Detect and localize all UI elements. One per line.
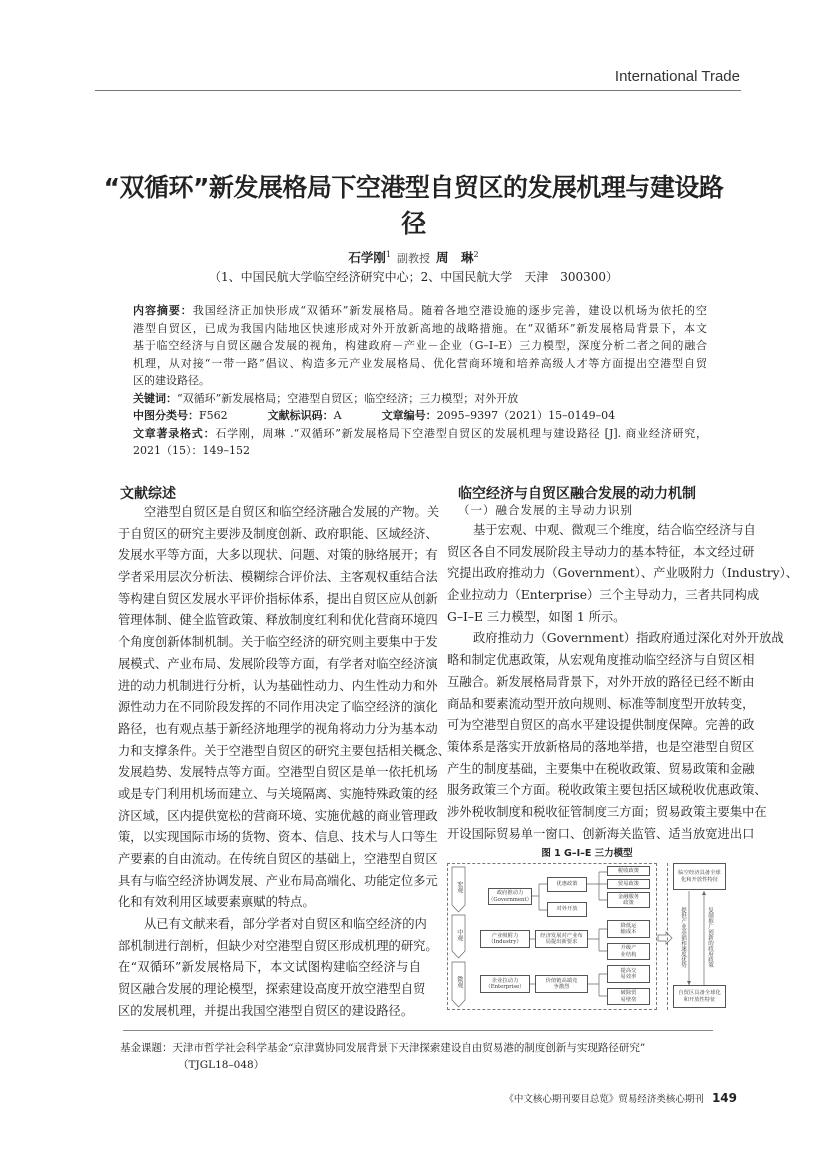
box-ftz-features: 自贸区具备全球化和开放性特征 <box>673 985 726 1008</box>
author-1-affiliation-mark: 1 <box>385 249 391 259</box>
box-economic-requirement: 经济发展对产业布局提出新要求 <box>535 930 588 948</box>
body-text-line: 化和有效利用区域要素禀赋的特点。 <box>118 895 315 910</box>
funding-code: （TJGL18–048） <box>178 1059 265 1071</box>
body-text-line: 个角度创新体制机制。关于临空经济的研究则主要集中于发 <box>118 635 438 650</box>
figure-caption: 图 1 G–I–E 三力模型 <box>541 848 633 859</box>
citation-text: 石学刚，周琳 .“双循环”新发展格局下空港型自贸区的发展机理与建设路径 [J]. 商业经济研究， <box>215 426 707 440</box>
author-1-rank: 副教授 <box>397 252 430 265</box>
body-text-line: 在“双循环”新发展格局下，本文试图构建临空经济与自 <box>118 960 421 975</box>
label-industrial-foundation: 提供产业基础和速度优势 <box>680 906 686 968</box>
article-no-value: 2095–9397（2021）15–0149–04 <box>436 409 616 422</box>
author-1: 石学刚 <box>348 250 386 265</box>
level-micro: 微观 <box>455 976 463 988</box>
doc-code-value: A <box>333 409 342 422</box>
doc-code-label: 文献标识码： <box>267 409 334 422</box>
body-text-line: 从已有文献来看，部分学者对自贸区和临空经济的内 <box>144 917 427 932</box>
body-text-line: 开设国际贸易单一窗口、创新海关监管、适当放宽进出口 <box>447 826 755 841</box>
connector-gov <box>532 884 547 910</box>
body-text-line: 进的动力机制进行分析，认为基础性动力、内生性动力和外 <box>118 678 438 693</box>
footer-journal-note: 《中文核心期刊要目总览》贸易经济类核心期刊 <box>504 1094 704 1105</box>
body-text-line: 究提出政府推动力（Government）、产业吸附力（Industry）、 <box>447 566 799 581</box>
body-text-line: 管理体制、健全监管政策、释放制度红利和优化营商环境四 <box>118 613 438 628</box>
box-trade-policy: 贸易政策 <box>607 879 650 889</box>
right-column-body <box>447 520 799 845</box>
funding-note <box>120 1040 740 1074</box>
clc-label: 中图分类号： <box>133 409 199 422</box>
body-text-line: 互融合。新发展格局背景下，对外开放的路径已经不断由 <box>447 674 755 689</box>
box-enterprise: 企业拉动力（Enterprise） <box>480 975 530 993</box>
body-text-line: 贸区各自不同发展阶段主导动力的基本特征，本文经过研 <box>447 544 755 559</box>
author-2-affiliation-mark: 2 <box>473 249 479 259</box>
paper-title: “双循环”新发展格局下空港型自贸区的发展机理与建设路径 <box>103 173 724 238</box>
footnote-rule <box>123 1030 713 1031</box>
body-text-line: 基于宏观、中观、微观三个维度，结合临空经济与自 <box>473 523 756 537</box>
journal-section-header: International Trade <box>614 68 740 85</box>
box-preferential-policy: 优惠政策 <box>547 877 587 892</box>
keywords <box>133 390 707 408</box>
funding-label: 基金课题： <box>120 1042 173 1054</box>
page-number: 149 <box>711 1091 737 1105</box>
left-column-body <box>118 502 451 1023</box>
body-text-line: 于自贸区的研究主要涉及制度创新、政府职能、区域经济、 <box>118 526 438 541</box>
box-value-chain: 价值链高端竞争激烈 <box>535 975 588 993</box>
box-financial-policy: 金融服务政策 <box>607 892 650 908</box>
body-text-line: 力和支撑条件。关于空港型自贸区的研究主要包括相关概念、 <box>118 743 451 758</box>
authors-line <box>0 248 827 266</box>
section-heading-literature: 文献综述 <box>120 486 176 502</box>
body-text-line: 路径，也有观点基于新经济地理学的视角将动力分为基本动 <box>118 721 438 736</box>
hollow-arrow-icon <box>658 932 672 944</box>
body-text-line: 具有与临空经济协调发展、产业布局高端化、功能定位多元 <box>118 873 438 888</box>
body-text-line: 服务政策三个方面。税收政策主要包括区域税收优惠政策、 <box>447 783 767 798</box>
body-text-line: 产生的制度基础，主要集中在税收政策、贸易政策和金融 <box>447 761 755 776</box>
body-text-line: 涉外税收制度和税收征管制度三方面；贸易政策主要集中在 <box>447 804 767 819</box>
body-text-line: 贸区融合发展的理论模型，探索建设高度开放空港型自贸 <box>118 982 426 997</box>
funding-text: 天津市哲学社会科学基金“京津冀协同发展背景下天津探索建设自由贸易港的制度创新与实现路径研究” <box>172 1042 646 1054</box>
abstract-text: 我国经济正加快形成“双循环”新发展格局。随着各地空港设施的逐步完善，建设以机场为依托的空 <box>192 304 707 317</box>
abstract-line: 港型自贸区，已成为我国内陆地区快速形成对外开放新高地的战略措施。在“双循环”新发展格局背景下，本文 <box>133 321 707 335</box>
body-text-line: 略和制定优惠政策，从宏观角度推动临空经济与自贸区相 <box>447 653 755 668</box>
box-airport-economy-features: 临空经济具备全球化和开放性特征 <box>673 863 726 890</box>
box-industry: 产业吸附力（Industry） <box>480 930 530 948</box>
author-2: 周 琳 <box>436 250 474 265</box>
body-text-line: 产要素的自由流动。在传统自贸区的基础上，空港型自贸区 <box>118 852 438 866</box>
label-replicate-policy: 复制推广创新的政府政策 <box>707 906 713 968</box>
box-government: 政府推动力（Government） <box>488 888 532 905</box>
clc-value: F562 <box>199 409 228 422</box>
body-text-line: 等构建自贸区发展水平评价指标体系，提出自贸区应从创新 <box>118 591 438 606</box>
box-upgrade-industry: 升级产业结构 <box>607 943 650 960</box>
citation-line: 2021（15）：149–152 <box>133 444 250 457</box>
keywords-text: “双循环”新发展格局；空港型自贸区；临空经济；三力模型；对外开放 <box>177 391 519 405</box>
body-text-line: G–I–E 三力模型，如图 1 所示。 <box>447 609 626 624</box>
abstract-line: 区的建设路径。 <box>133 374 210 387</box>
abstract-block <box>133 302 707 460</box>
body-text-line: 发展水平等方面，大多以现状、问题、对策的脉络展开；有 <box>118 548 438 563</box>
citation-line <box>133 425 707 443</box>
body-text-line: 区的发展机理，并提出我国空港型自贸区的建设路径。 <box>118 1003 414 1018</box>
level-macro: 宏观 <box>455 881 463 893</box>
box-tax-policy: 税收政策 <box>607 866 650 876</box>
connector-preferential <box>587 872 607 900</box>
body-text-line: 济区域，区内提供宽松的营商环境、实施优越的商业管理政 <box>118 808 438 823</box>
abstract-line: 机理，从对接“一带一路”倡议、构造多元产业发展格局、优化营商环境和培养高级人才等方面提出空港型自贸 <box>133 356 707 370</box>
body-text-line: 可为空港型自贸区的高水平建设提供制度保障。完善的政 <box>447 718 755 733</box>
body-text-line: 或是专门利用机场而建立、与关境隔离、实施特殊政策的经 <box>118 786 438 801</box>
body-text-line: 展模式、产业布局、发展阶段等方面，有学者对临空经济演 <box>118 656 438 671</box>
body-text-line: 商品和要素流动型开放向规则、标准等制度型开放转变， <box>447 696 755 711</box>
page-footer <box>504 1091 737 1105</box>
subsection-heading: （一）融合发展的主导动力识别 <box>458 503 633 517</box>
box-trade-barriers: 破除贸易壁垒 <box>607 988 650 1005</box>
body-text-line: 部机制进行剖析，但缺少对空港型自贸区形成机理的研究。 <box>118 938 438 953</box>
affiliations: （1、中国民航大学临空经济研究中心；2、中国民航大学 天津 300300） <box>208 270 619 284</box>
level-meso: 中观 <box>455 929 463 941</box>
keywords-label: 关键词： <box>133 391 177 405</box>
body-text-line: 策体系是落实开放新格局的落地举措，也是空港型自贸区 <box>447 739 755 754</box>
article-no-label: 文章编号： <box>381 409 437 422</box>
abstract-line <box>133 302 707 320</box>
box-trade-efficiency: 提高交易效率 <box>607 965 650 983</box>
box-reduce-transport-cost: 降低运输成本 <box>607 920 650 938</box>
abstract-label: 内容摘要： <box>133 304 193 317</box>
body-text-line: 企业拉动力（Enterprise）三个主导动力，三者共同构成 <box>447 588 760 603</box>
body-text-line: 发展趋势、发展特点等方面。空港型自贸区是单一依托机场 <box>118 765 438 780</box>
citation-label: 文章著录格式： <box>133 426 216 440</box>
body-text-line: 政府推动力（Government）指政府通过深化对外开放战 <box>473 631 784 646</box>
section-heading-mechanism: 临空经济与自贸区融合发展的动力机制 <box>458 486 696 502</box>
header-rule <box>95 90 741 91</box>
classification-line <box>133 407 707 425</box>
body-text-line: 源性动力在不同阶段发挥的不同作用决定了临空经济的演化 <box>118 700 438 715</box>
body-text-line: 策，以实现国际市场的货物、资本、信息、技术与人口等生 <box>118 830 438 845</box>
body-text-line: 学者采用层次分析法、模糊综合评价法、主客观权重结合法 <box>118 570 438 585</box>
box-opening-up: 对外开放 <box>547 902 587 917</box>
abstract-line: 基于临空经济与自贸区融合发展的视角，构建政府－产业－企业（G–I–E）三力模型，深度分析二者之间的融合 <box>133 339 707 352</box>
body-text-line: 空港型自贸区是自贸区和临空经济融合发展的产物。关 <box>144 505 440 519</box>
